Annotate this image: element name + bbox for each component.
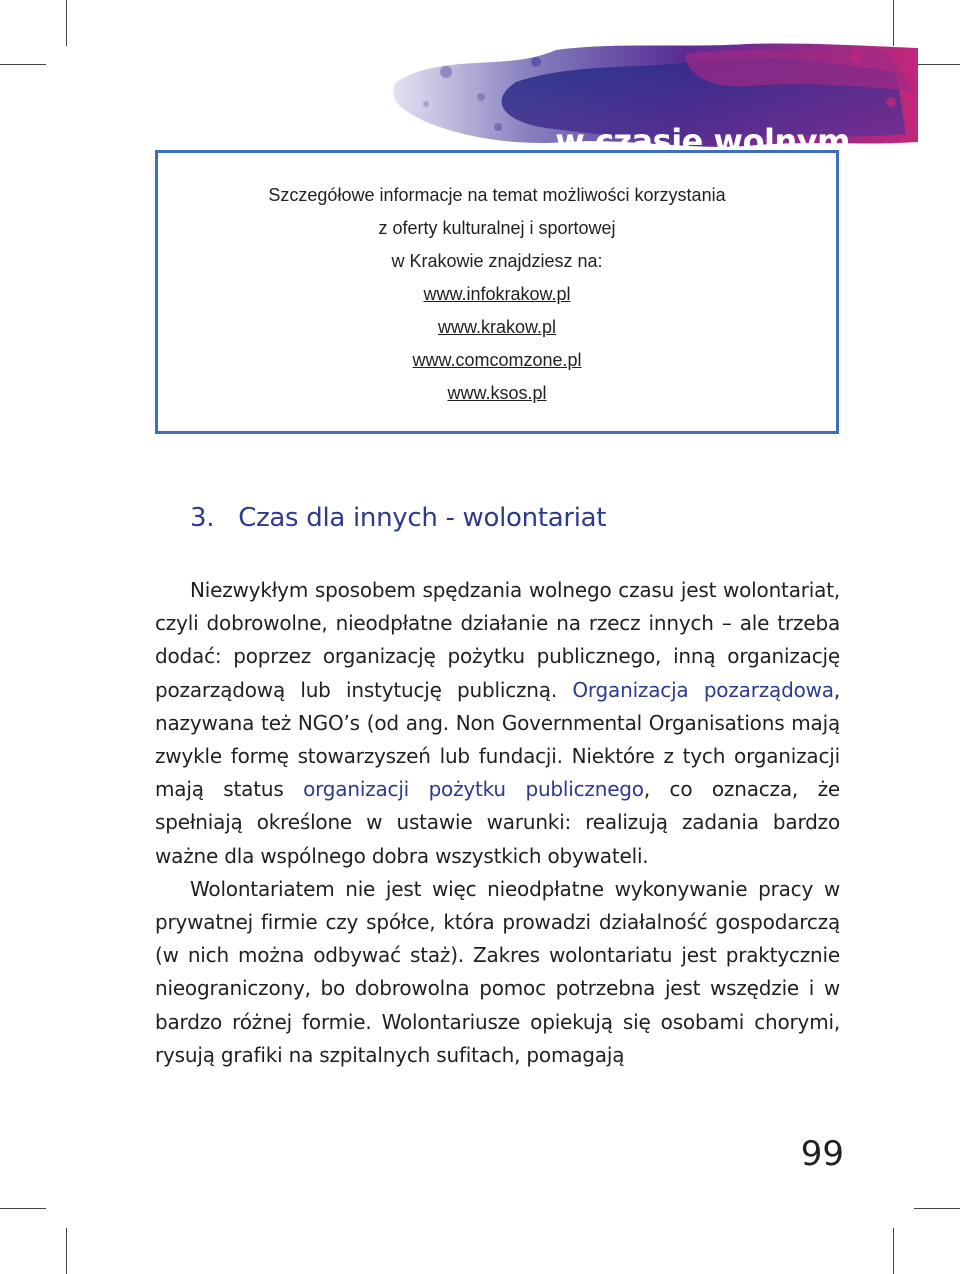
paragraph: Wolontariatem nie jest więc nieodpłatne wykonywanie pracy w prywatnej firmie czy spółce, która prowadzi działalność gospodarczą (w nich można odbywać staż). Zakres wolontariatu jest praktycznie nieograniczony, bo dobrowolna pomoc potrzebna jest wszędzie i w bardzo różnej formie. Wolontariusze opiekują się osobami chorymi, rysują grafiki na szpitalnych sufitach, pomagają <box>155 876 840 1067</box>
text-run: Niezwykłym sposobem spędzania wolnego czasu jest wolontariat, czyli dobrowolne, nieodpłatne działanie na rzecz innych – ale trzeba dodać: poprzez organizację pożytku publicznego, inną organizację pozarządową lub instytucję publiczną. <box>155 578 840 702</box>
info-intro-line: z oferty kulturalnej i sportowej <box>378 218 616 238</box>
crop-mark <box>0 1208 46 1209</box>
link-krakow[interactable]: www.krakow.pl <box>437 317 557 337</box>
section-heading <box>190 503 606 533</box>
crop-mark <box>914 64 960 65</box>
info-intro-line: Szczegółowe informacje na temat możliwości korzystania <box>268 185 726 205</box>
link-comcomzone[interactable]: www.comcomzone.pl <box>412 350 582 370</box>
highlight-term: organizacji pożytku publicznego <box>303 777 644 802</box>
text-run: , co oznacza, że spełniają określone w ustawie warunki: realizują zadania bardzo ważne dla wspólnego dobra wszystkich obywateli. <box>155 777 841 868</box>
link-infokrakow[interactable]: www.infokrakow.pl <box>423 284 571 304</box>
section-number: 3. <box>190 503 215 533</box>
page-number: 99 <box>800 1134 844 1174</box>
crop-mark <box>66 0 67 46</box>
crop-mark <box>893 0 894 46</box>
highlight-term: Organizacja pozarządowa <box>572 677 834 702</box>
crop-mark <box>914 1208 960 1209</box>
section-title: Czas dla innych - wolontariat <box>238 503 607 533</box>
crop-mark <box>66 1228 67 1274</box>
text-run: , nazywana też NGO’s (od ang. Non Governmental Organisations mają zwykle formę stowarzyszeń lub fundacji. Niektóre z tych organizacji mają status <box>155 677 840 802</box>
crop-mark <box>0 64 46 65</box>
crop-mark <box>893 1228 894 1274</box>
header-banner <box>386 42 918 160</box>
info-intro-line: w Krakowie znajdziesz na: <box>391 251 603 271</box>
link-ksos: www.ksos.pl <box>447 383 547 403</box>
body-text <box>155 574 840 1072</box>
banner-title: w czasie wolnym <box>555 122 850 160</box>
info-box <box>155 150 839 434</box>
paragraph <box>155 574 840 873</box>
